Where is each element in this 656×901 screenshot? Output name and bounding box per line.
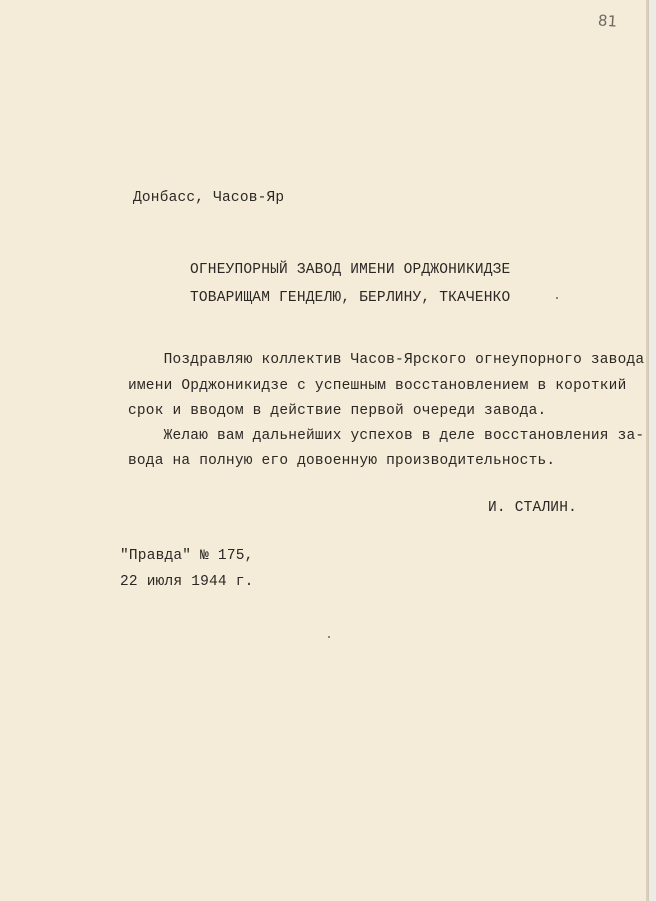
body-line: имени Орджоникидзе с успешным восстановлением в короткий (128, 378, 627, 394)
addressee-line-2: ТОВАРИЩАМ ГЕНДЕЛЮ, БЕРЛИНУ, ТКАЧЕНКО (190, 290, 511, 306)
source-line-2: 22 июля 1944 г. (120, 574, 254, 590)
location-line: Донбасс, Часов-Яр (133, 190, 285, 206)
body-line: Желаю вам дальнейших успехов в деле восстановления за- (128, 428, 645, 444)
body-line: Поздравляю коллектив Часов-Ярского огнеупорного завода (128, 352, 645, 368)
page-number: 81 (597, 11, 618, 31)
paper-speck (328, 636, 330, 638)
body-line: вода на полную его довоенную производительность. (128, 453, 556, 469)
source-line-1: "Правда" № 175, (120, 548, 254, 564)
paper-speck (556, 297, 558, 299)
page-edge (648, 0, 656, 901)
body-line: срок и вводом в действие первой очереди завода. (128, 403, 547, 419)
addressee-line-1: ОГНЕУПОРНЫЙ ЗАВОД ИМЕНИ ОРДЖОНИКИДЗЕ (190, 262, 511, 278)
signature: И. СТАЛИН. (488, 500, 578, 516)
